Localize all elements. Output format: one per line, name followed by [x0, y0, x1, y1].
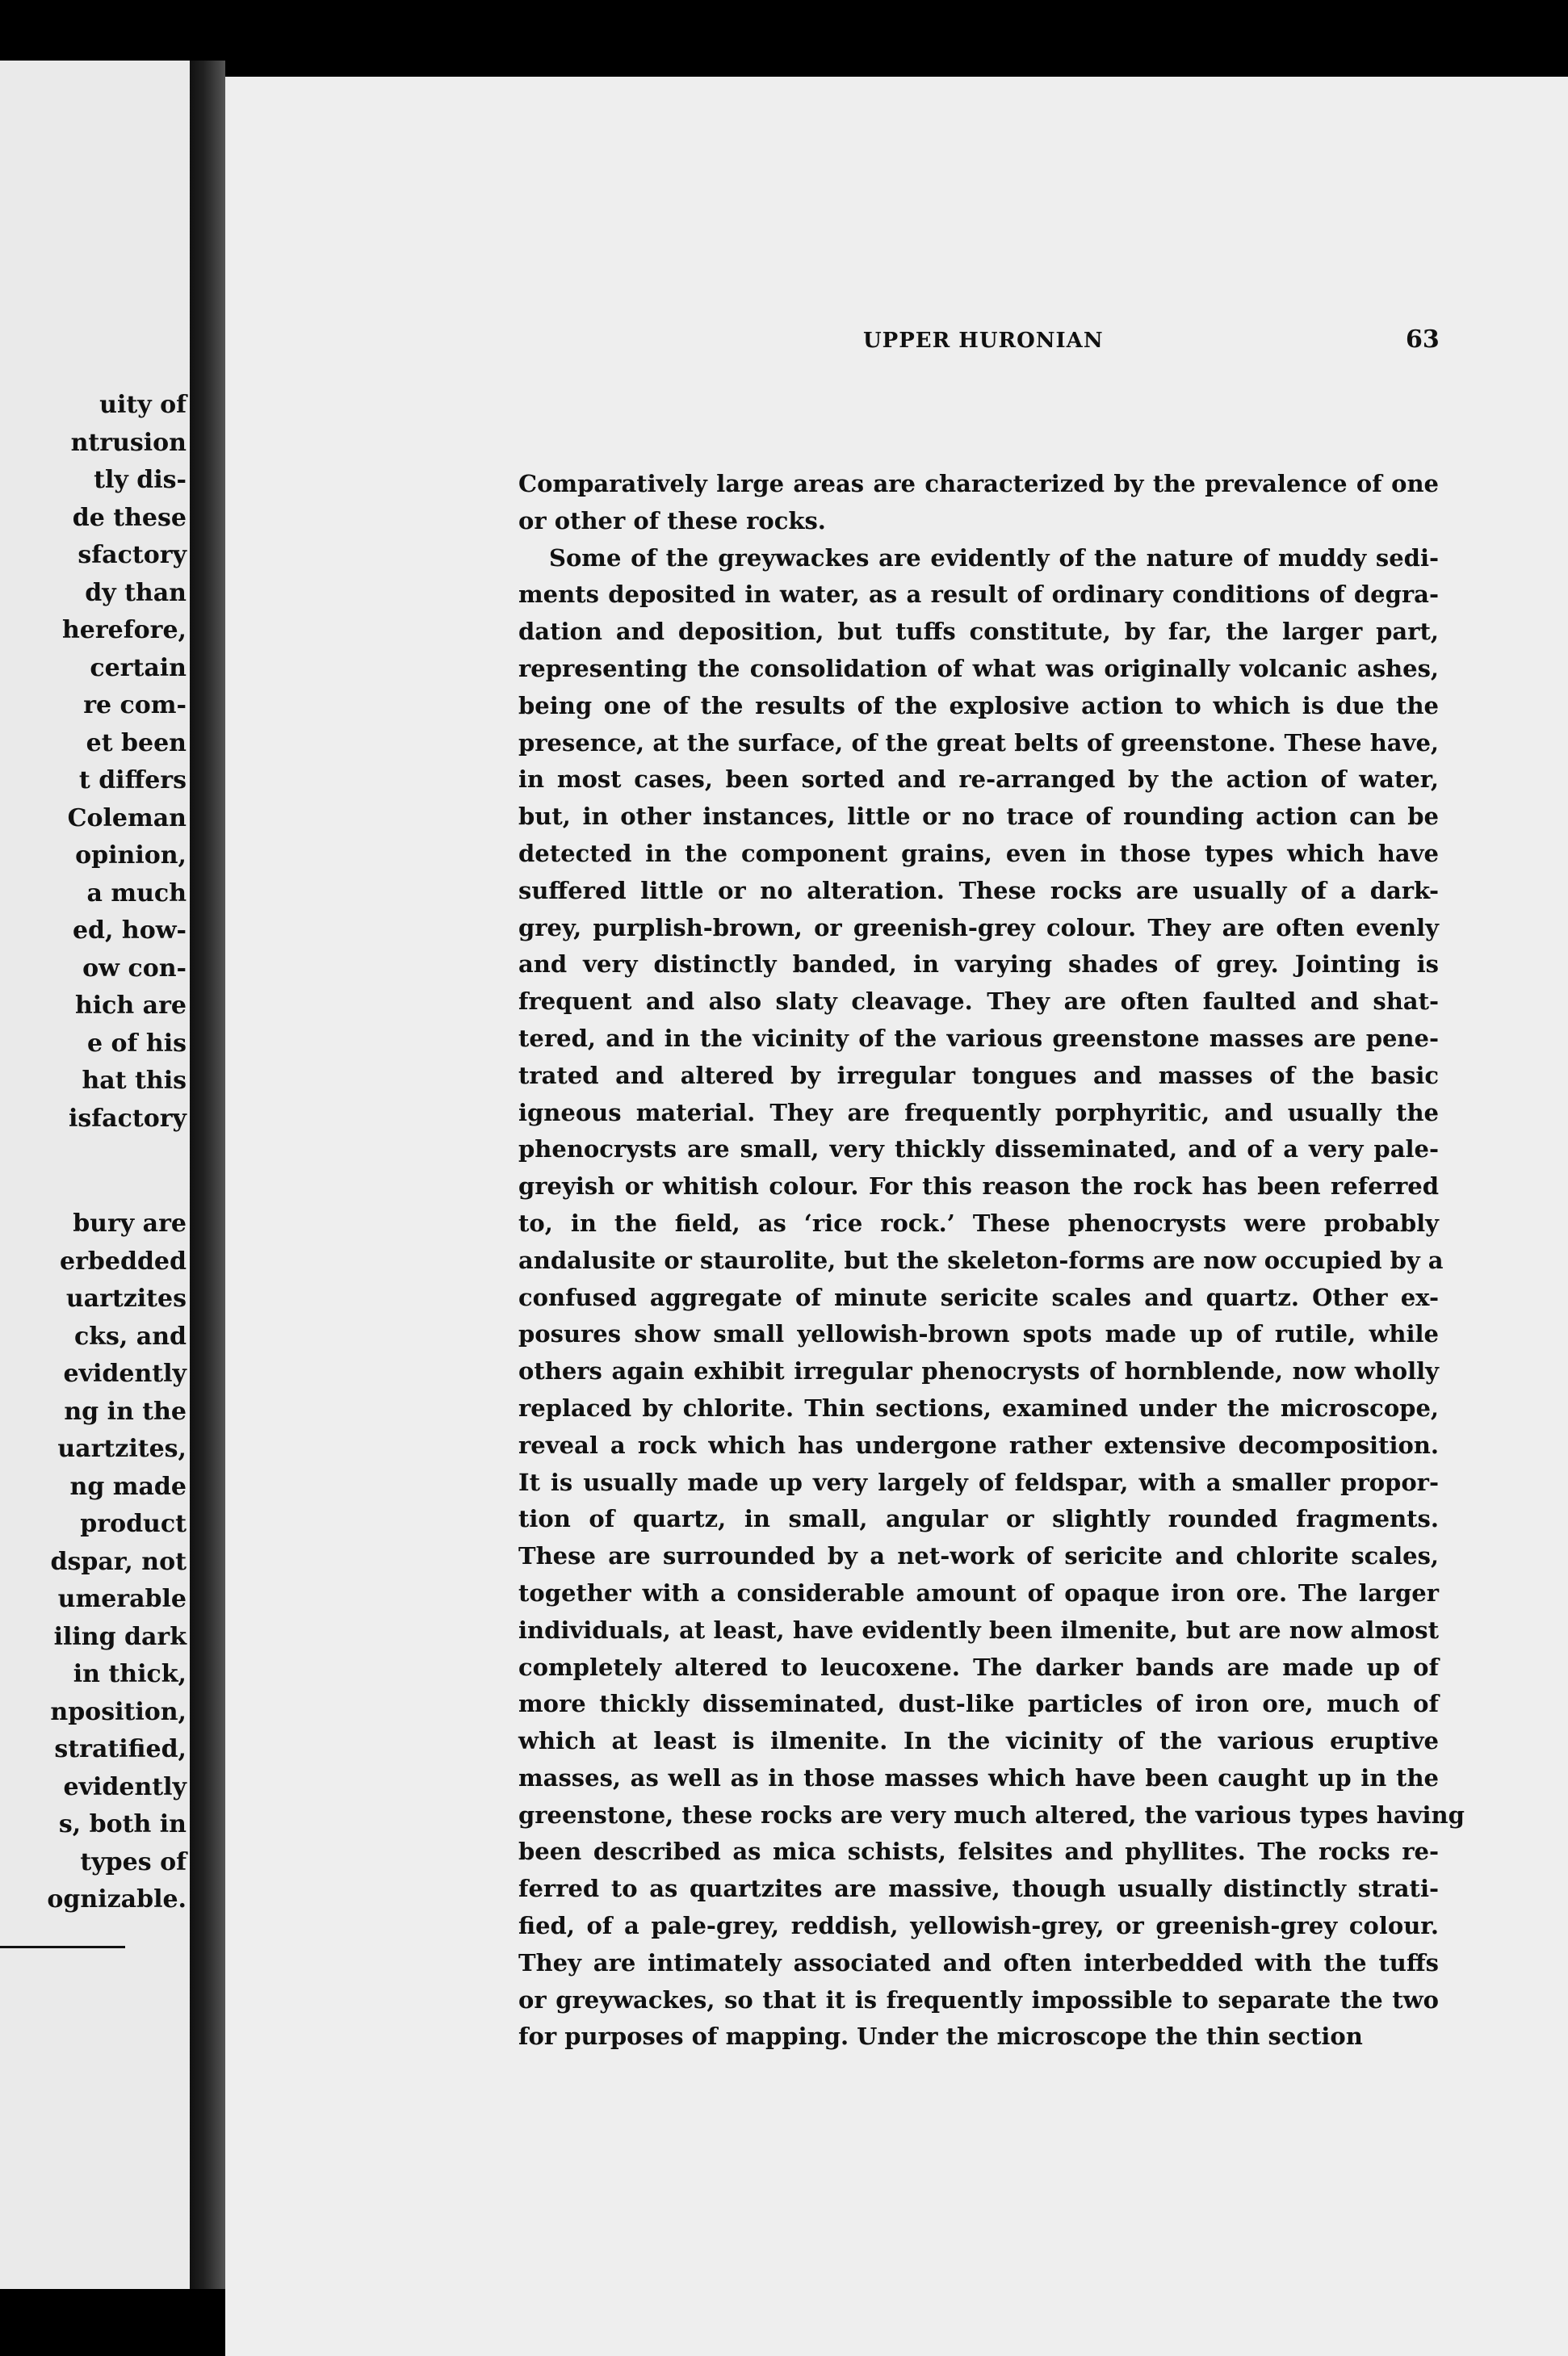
left-page-line-fragment: re com-	[83, 691, 187, 719]
text-line: tion of quartz, in small, angular or slightly rounded fragments.	[518, 1505, 1439, 1533]
left-page-line-fragment: iling dark	[53, 1622, 187, 1651]
text-line: which at least is ilmenite. In the vicinity of the various eruptive	[518, 1727, 1439, 1755]
text-line: frequent and also slaty cleavage. They are often faulted and shat-	[518, 987, 1439, 1016]
text-line: representing the consolidation of what was originally volcanic ashes,	[518, 654, 1439, 682]
left-page-line-fragment: umerable	[57, 1585, 187, 1613]
text-line: It is usually made up very largely of feldspar, with a smaller propor-	[518, 1468, 1439, 1496]
left-page-line-fragment: ng made	[69, 1472, 187, 1501]
left-page-line-fragment: hat this	[82, 1067, 187, 1095]
text-line: fied, of a pale-grey, reddish, yellowish-grey, or greenish-grey colour.	[518, 1912, 1439, 1940]
left-page-line-fragment: uartzites	[65, 1285, 187, 1313]
left-page-line-fragment: hich are	[74, 991, 187, 1020]
page-number: 63	[1406, 325, 1440, 354]
text-line: for purposes of mapping. Under the microscope the thin section	[518, 2023, 1363, 2051]
text-line: suffered little or no alteration. These rocks are usually of a dark-	[518, 876, 1439, 904]
left-page-line-fragment: ognizable.	[47, 1885, 187, 1914]
left-page-line-fragment: erbedded	[60, 1247, 187, 1276]
text-line: igneous material. They are frequently porphyritic, and usually the	[518, 1098, 1439, 1126]
left-page-line-fragment: isfactory	[68, 1104, 187, 1133]
left-page-line-fragment: evidently	[63, 1360, 187, 1388]
text-line: phenocrysts are small, very thickly disseminated, and of a very pale-	[518, 1135, 1439, 1163]
text-line: individuals, at least, have evidently been ilmenite, but are now almost	[518, 1616, 1439, 1644]
text-line: greyish or whitish colour. For this reason the rock has been referred	[518, 1172, 1439, 1201]
left-page-line-fragment: herefore,	[61, 616, 187, 644]
left-page-line-fragment: bury are	[73, 1209, 187, 1238]
text-line: to, in the field, as ‘rice rock.’ These phenocrysts were probably	[518, 1209, 1439, 1237]
left-page-line-fragment: uity of	[99, 391, 187, 419]
text-line: completely altered to leucoxene. The darker bands are made up of	[518, 1653, 1439, 1681]
text-line: posures show small yellowish-brown spots made up of rutile, while	[518, 1320, 1439, 1348]
left-page-line-fragment: stratified,	[54, 1735, 187, 1763]
text-line: Some of the greywackes are evidently of the nature of muddy sedi-	[549, 543, 1439, 572]
left-page-line-fragment: dspar, not	[50, 1547, 187, 1576]
book-gutter-shadow	[190, 61, 225, 2289]
left-page-line-fragment: sfactory	[78, 541, 187, 569]
left-page-line-fragment: Coleman	[67, 803, 187, 832]
left-page-line-fragment: et been	[86, 728, 187, 757]
text-line: andalusite or staurolite, but the skeleton-forms are now occupied by a	[518, 1246, 1444, 1274]
text-line: dation and deposition, but tuffs constitute, by far, the larger part,	[518, 618, 1439, 646]
left-page-line-fragment: product	[80, 1510, 187, 1538]
text-line: and very distinctly banded, in varying shades of grey. Jointing is	[518, 950, 1439, 979]
left-page-line-fragment: certain	[90, 653, 187, 682]
text-line: or greywackes, so that it is frequently impossible to separate the two	[518, 1985, 1439, 2014]
text-line: but, in other instances, little or no trace of rounding action can be	[518, 803, 1439, 831]
left-page-line-fragment: a much	[86, 878, 187, 908]
text-line: together with a considerable amount of opaque iron ore. The larger	[518, 1578, 1439, 1607]
left-page-line-fragment: opinion,	[75, 841, 187, 870]
text-line: confused aggregate of minute sericite scales and quartz. Other ex-	[518, 1283, 1439, 1311]
text-line: greenstone, these rocks are very much altered, the various types having	[518, 1801, 1465, 1829]
body-text	[518, 466, 1465, 2056]
paragraph-gap	[1, 1138, 187, 1205]
text-line: ments deposited in water, as a result of ordinary conditions of degra-	[518, 581, 1439, 609]
left-page-line-fragment: nposition,	[50, 1697, 187, 1726]
left-page-line-fragment: ed, how-	[72, 916, 187, 945]
left-page-line-fragment: e of his	[87, 1029, 187, 1058]
left-page-line-fragment: ng in the	[64, 1397, 187, 1426]
left-page-line-fragment: tly dis-	[94, 466, 187, 494]
left-page-line-fragment: dy than	[85, 578, 187, 607]
text-line: being one of the results of the explosive action to which is due the	[518, 691, 1439, 719]
left-page-line-fragment: de these	[72, 503, 187, 532]
right-page	[225, 77, 1568, 2356]
left-page-line-fragment: ntrusion	[70, 428, 187, 457]
left-page-line-fragment: evidently	[63, 1772, 187, 1801]
text-line: or other of these rocks.	[518, 506, 826, 535]
left-page-line-fragment: s, both in	[58, 1810, 187, 1838]
left-page-line-fragment: types of	[80, 1847, 187, 1876]
text-line: grey, purplish-brown, or greenish-grey colour. They are often evenly	[518, 913, 1439, 941]
left-page-line-fragment: uartzites,	[57, 1435, 187, 1463]
left-page-line-fragment: in thick,	[73, 1660, 187, 1688]
text-line: masses, as well as in those masses which have been caught up in the	[518, 1763, 1439, 1792]
text-line: Comparatively large areas are characterized by the prevalence of one	[518, 470, 1439, 497]
left-facing-page	[0, 61, 190, 2289]
left-page-line-fragment: ow con-	[82, 954, 187, 983]
text-line: replaced by chlorite. Thin sections, examined under the microscope,	[518, 1394, 1439, 1422]
text-line: presence, at the surface, of the great belts of greenstone. These have,	[518, 728, 1439, 757]
text-line: ferred to as quartzites are massive, though usually distinctly strati-	[518, 1875, 1439, 1903]
text-line: others again exhibit irregular phenocrysts of hornblende, now wholly	[518, 1357, 1439, 1386]
text-line: trated and altered by irregular tongues and masses of the basic	[518, 1061, 1439, 1089]
text-line: They are intimately associated and often interbedded with the tuffs	[518, 1948, 1439, 1977]
text-line: These are surrounded by a net-work of sericite and chlorite scales,	[518, 1542, 1439, 1570]
footnote-rule	[0, 1946, 125, 1948]
text-line: more thickly disseminated, dust-like particles of iron ore, much of	[518, 1690, 1439, 1718]
text-line: detected in the component grains, even in those types which have	[518, 839, 1439, 867]
text-line: reveal a rock which has undergone rather extensive decomposition.	[518, 1431, 1439, 1459]
left-page-line-fragment: cks, and	[73, 1322, 187, 1351]
left-page-line-fragment: t differs	[78, 766, 187, 794]
text-line: in most cases, been sorted and re-arranged by the action of water,	[518, 765, 1439, 794]
left-page-text-fragments	[1, 387, 187, 1919]
text-line: been described as mica schists, felsites and phyllites. The rocks re-	[518, 1838, 1439, 1866]
running-head: UPPER HURONIAN	[863, 329, 1104, 353]
text-line: tered, and in the vicinity of the various greenstone masses are pene-	[518, 1024, 1439, 1052]
